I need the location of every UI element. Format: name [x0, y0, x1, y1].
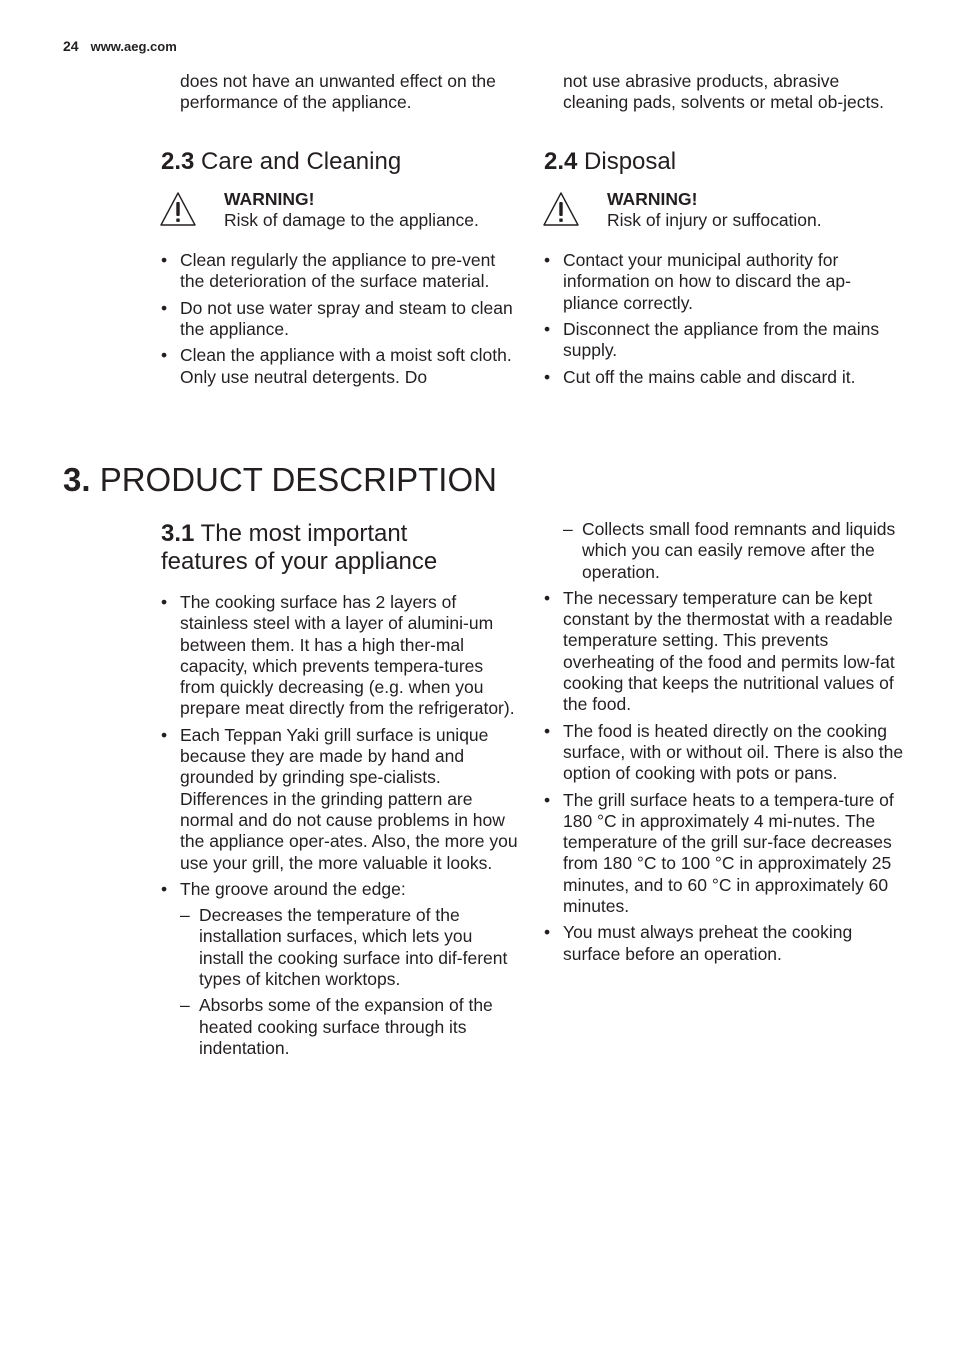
list-item: • Clean regularly the appliance to pre-vent the deterioration of the surface material.: [161, 250, 521, 293]
care-warning: [161, 189, 521, 232]
disposal-heading-number: 2.4: [544, 147, 578, 175]
chapter-title: PRODUCT DESCRIPTION: [99, 461, 497, 498]
warning-label: WARNING!: [224, 188, 315, 209]
care-bullet-list: [161, 250, 521, 388]
care-heading: [161, 148, 521, 176]
list-item: • You must always preheat the cooking surface before an operation.: [544, 922, 904, 965]
list-item: • Cut off the mains cable and discard it.: [544, 367, 904, 388]
section3-column-left: [161, 520, 521, 1064]
warning-text: Risk of injury or suffocation.: [607, 209, 822, 230]
list-item: • Clean the appliance with a moist soft cloth. Only use neutral detergents. Do: [161, 345, 521, 388]
care-heading-number: 2.3: [161, 147, 195, 175]
disposal-warning-text-block: [607, 189, 822, 232]
features-heading-line2: features of your appliance: [161, 548, 438, 575]
dash-item: – Decreases the temperature of the installation surfaces, which lets you install the cooking surface into dif-ferent types of kitchen worktops.: [180, 905, 521, 990]
list-item: • The cooking surface has 2 layers of stainless steel with a layer of alumini-um between them. It has a high ther-mal capacity, which prevents tempera-tures from quickly decreasing (e.g. when you prepare meat directly from the refrigerator).: [161, 592, 521, 720]
list-item: [161, 879, 521, 1059]
section3-column-right: [544, 519, 904, 970]
warning-label: WARNING!: [607, 188, 698, 209]
features-heading: [161, 520, 521, 576]
features-bullet-list: [161, 592, 521, 1059]
warning-triangle-icon: [542, 191, 580, 227]
features-bullet-list-continued: [544, 588, 904, 965]
features-heading-number: 3.1: [161, 520, 195, 547]
section2-column-left: [161, 71, 521, 393]
list-item: • Do not use water spray and steam to clean the appliance.: [161, 298, 521, 341]
groove-intro: The groove around the edge:: [180, 878, 406, 899]
chapter-number: 3.: [63, 461, 91, 498]
website-url: www.aeg.com: [90, 39, 177, 54]
continued-text: does not have an unwanted effect on the performance of the appliance.: [180, 71, 496, 113]
dash-item: – Collects small food remnants and liquids which you can easily remove after the operation.: [563, 519, 904, 583]
disposal-bullet-list: [544, 250, 904, 388]
list-item: • The food is heated directly on the cooking surface, with or without oil. There is also the option of cooking with pots or pans.: [544, 721, 904, 785]
features-heading-line1: The most important: [200, 520, 408, 547]
care-heading-title: Care and Cleaning: [201, 147, 402, 175]
chapter-heading: [63, 460, 497, 500]
list-item: • Contact your municipal authority for information on how to discard the ap-pliance correctly.: [544, 250, 904, 314]
groove-dash-list: [180, 905, 521, 1059]
warning-text: Risk of damage to the appliance.: [224, 209, 479, 230]
list-item: • The grill surface heats to a tempera-ture of 180 °C in approximately 4 mi-nutes. The temperature of the grill sur-face decreases from 180 °C to 100 °C in approximately 25 minutes, and to 60 °C in approximately 60 minutes.: [544, 790, 904, 918]
list-item: • The necessary temperature can be kept constant by the thermostat with a readable temperature setting. This prevents overheating of the food and permits low-fat cooking that keeps the nutritional values of the food.: [544, 588, 904, 716]
disposal-heading-title: Disposal: [584, 147, 677, 175]
page-number: 24: [63, 38, 79, 54]
page-header: [63, 38, 177, 54]
list-item: • Each Teppan Yaki grill surface is unique because they are made by hand and grounded by grinding spe-cialists. Differences in the grinding pattern are normal and do not cause problems in how the appliance oper-ates. Also, the more you use your grill, the more valuable it looks.: [161, 725, 521, 874]
disposal-warning: [544, 189, 904, 232]
section2-column-right: [544, 71, 904, 393]
groove-dash-list-continued: [563, 519, 904, 583]
care-warning-text-block: [224, 189, 479, 232]
continued-text: not use abrasive products, abrasive cleaning pads, solvents or metal ob-jects.: [563, 71, 884, 113]
disposal-heading: [544, 148, 904, 176]
list-item: • Disconnect the appliance from the mains supply.: [544, 319, 904, 362]
warning-triangle-icon: [159, 191, 197, 227]
dash-item: – Absorbs some of the expansion of the heated cooking surface through its indentation.: [180, 995, 521, 1059]
